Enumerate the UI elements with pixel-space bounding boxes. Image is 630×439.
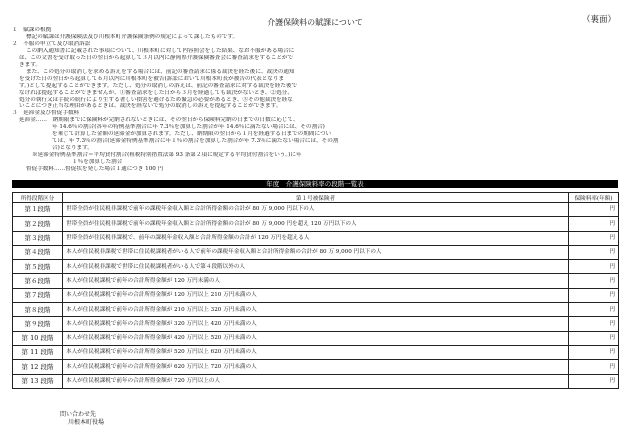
header-income-step: 所得段階区分: [13, 193, 63, 203]
income-step-cell: 第６段階: [13, 274, 63, 288]
text-line: す。)として提起することができます。ただし、処分の取消しの訴えは、前記の審査請求に対する裁決を経た後で: [19, 82, 298, 89]
text-line: いことにつき正当な理由があるときは、裁決を経ないで処分の取消しの訴えを提起することができます。: [19, 103, 282, 110]
annual-rate-cell: 円: [569, 303, 619, 317]
table-row: [13, 303, 619, 317]
income-step-cell: 第 11 段階: [13, 345, 63, 359]
table-row: [13, 374, 619, 388]
explanation-text: [12, 27, 618, 173]
income-step-cell: 第２段階: [13, 217, 63, 231]
annual-rate-cell: 円: [569, 231, 619, 245]
annual-rate-cell: 円: [569, 345, 619, 359]
income-step-cell: 第５段階: [13, 260, 63, 274]
table-row: [13, 317, 619, 331]
text-line: を乗じて計算した金額の延滞金が加算されます。ただし、納期限の翌日から１月を経過する日までの期間につい: [52, 131, 332, 138]
annual-rate-cell: 円: [569, 288, 619, 302]
annual-rate-cell: 円: [569, 203, 619, 217]
insured-description-cell: 本人が住民税課税で前年の合計所得金額が 420 万円以上 520 万円未満の人: [63, 331, 569, 345]
table-row: [13, 260, 619, 274]
text-line: ※延滞金特例基準割合＝平均貸付割合(租税特別措置法第 93 条第２項に規定する平均貸付割合をいう。)に年: [32, 152, 302, 159]
table-row: [13, 331, 619, 345]
insured-description-cell: 世帯全員が住民税非課税で前年の課税年金収入額と合計所得金額の合計が 80 万 9,000 円以下の人: [63, 203, 569, 217]
insured-description-cell: 本人が住民税課税で前年の合計所得金額が 520 万円以上 620 万円未満の人: [63, 345, 569, 359]
header-annual-rate: 保険料率(年額): [569, 193, 619, 203]
insured-description-cell: 本人が住民税課税で前年の合計所得金額が 620 万円以上 720 万円未満の人: [63, 360, 569, 374]
income-step-cell: 第７段階: [13, 288, 63, 302]
insured-description-cell: 本人が住民税課税で前年の合計所得金額が 120 万円未満の人: [63, 274, 569, 288]
text-line: 督促手数料……督促状を発した場合１通につき 100 円: [26, 166, 164, 173]
annual-rate-cell: 円: [569, 374, 619, 388]
text-line: １％を加算した割合: [72, 159, 123, 166]
income-step-cell: 第 10 段階: [13, 331, 63, 345]
table-row: [13, 360, 619, 374]
annual-rate-cell: 円: [569, 360, 619, 374]
table-row: [13, 245, 619, 259]
income-step-cell: 第８段階: [13, 303, 63, 317]
table-row: [13, 231, 619, 245]
text-line: は、この文書を受け取った日の翌日から起算して３月以内に静岡県介護保険審査会に審査請求をすることがで: [19, 54, 294, 61]
text-line: 年 14.6％の割合(各年の特例基準割合に年 7.3％を加算した割合が年 14.6％に満たない場合には、その割合): [52, 124, 325, 131]
header-insured-person: 第１号被保険者: [63, 193, 569, 203]
text-line: この納入通知書に記載された事項について、川根本町に対して内容照会をした結果、なお不服がある場合に: [26, 47, 295, 54]
table-row: [13, 203, 619, 217]
text-line: 標記の賦課は介護保険法及び川根本町介護保険条例の規定によって課したものです。: [26, 33, 239, 40]
text-line: きます。: [19, 61, 41, 68]
text-line: また、この処分の取消しを求める訴えをする場合には、前記の審査請求に係る裁決を経た後に、裁決の通知: [26, 68, 295, 75]
rate-table: [12, 192, 619, 389]
annual-rate-cell: 円: [569, 331, 619, 345]
annual-rate-cell: 円: [569, 217, 619, 231]
annual-rate-cell: 円: [569, 274, 619, 288]
table-row: [13, 274, 619, 288]
income-step-cell: 第 12 段階: [13, 360, 63, 374]
insured-description-cell: 本人が住民税課税で前年の合計所得金額が 720 万円以上の人: [63, 374, 569, 388]
text-line: ては、年 7.3％の割合(延滞金特例基準割合に年１％の割合を加算した割合が年 7.3％に満たない場合には、その割: [52, 138, 339, 145]
income-step-cell: 第９段階: [13, 317, 63, 331]
income-step-cell: 第１段階: [13, 203, 63, 217]
insured-description-cell: 世帯全員が住民税非課税で、前年の課税年金収入額と合計所得金額の合計が 120 万円を超える人: [63, 231, 569, 245]
table-row: [13, 288, 619, 302]
table-row: [13, 217, 619, 231]
text-line: ３ 延滞金及び督促手数料: [12, 110, 80, 117]
text-line: １ 賦課の根拠: [12, 27, 52, 33]
contact-label: 問い合わせ先: [60, 411, 97, 418]
text-line: を受けた日の翌日から起算して６月以内に川根本町を被告(訴訟において川根本町長が被告の代表となりま: [19, 75, 285, 82]
rate-table-header-row: [13, 193, 619, 203]
income-step-cell: 第４段階: [13, 245, 63, 259]
insured-description-cell: 本人が住民税非課税で世帯に住民税課税者がいる人で第４段階以外の人: [63, 260, 569, 274]
text-line: ２ 不服の申立て及び取消訴訟: [12, 40, 91, 47]
reverse-side-label: （裏面）: [581, 15, 616, 25]
insured-description-cell: 世帯全員が住民税非課税で前年の課税年金収入額と合計所得金額の合計が 80 万 9,000 円を超え 120 万円以下の人: [63, 217, 569, 231]
insured-description-cell: 本人が住民税非課税で世帯に住民税課税者がいる人で前年の課税年金収入額と合計所得金額の合計が 80 万 9,000 円以下の人: [63, 245, 569, 259]
page-title: 介護保険料の賦課について: [267, 18, 363, 27]
contact-organization: 川根本町役場: [68, 419, 105, 426]
table-row: [13, 345, 619, 359]
text-line: なければ提起することができませんが、①審査請求をした日から３月を経過しても裁決がないとき、②処分、: [19, 89, 293, 96]
annual-rate-cell: 円: [569, 245, 619, 259]
annual-rate-cell: 円: [569, 260, 619, 274]
annual-rate-cell: 円: [569, 317, 619, 331]
text-line: 合)となります。: [52, 145, 93, 152]
text-line: 延滞金…… 納期限までに保険料が完納されないときには、その翌日から保険料完納の日までの日数に応じて、: [19, 117, 299, 124]
rate-table-banner: 年度 介護保険料率の段階一覧表: [12, 180, 618, 188]
income-step-cell: 第 13 段階: [13, 374, 63, 388]
income-step-cell: 第３段階: [13, 231, 63, 245]
insured-description-cell: 本人が住民税課税で前年の合計所得金額が 320 万円以上 420 万円未満の人: [63, 317, 569, 331]
contact-info: [60, 411, 104, 427]
insured-description-cell: 本人が住民税課税で前年の合計所得金額が 120 万円以上 210 万円未満の人: [63, 288, 569, 302]
text-line: 処分の執行又は手続の続行により生ずる著しい損害を避けるため緊急の必要があるとき、③その他裁決を経な: [19, 96, 293, 103]
insured-description-cell: 本人が住民税課税で前年の合計所得金額が 210 万円以上 320 万円未満の人: [63, 303, 569, 317]
